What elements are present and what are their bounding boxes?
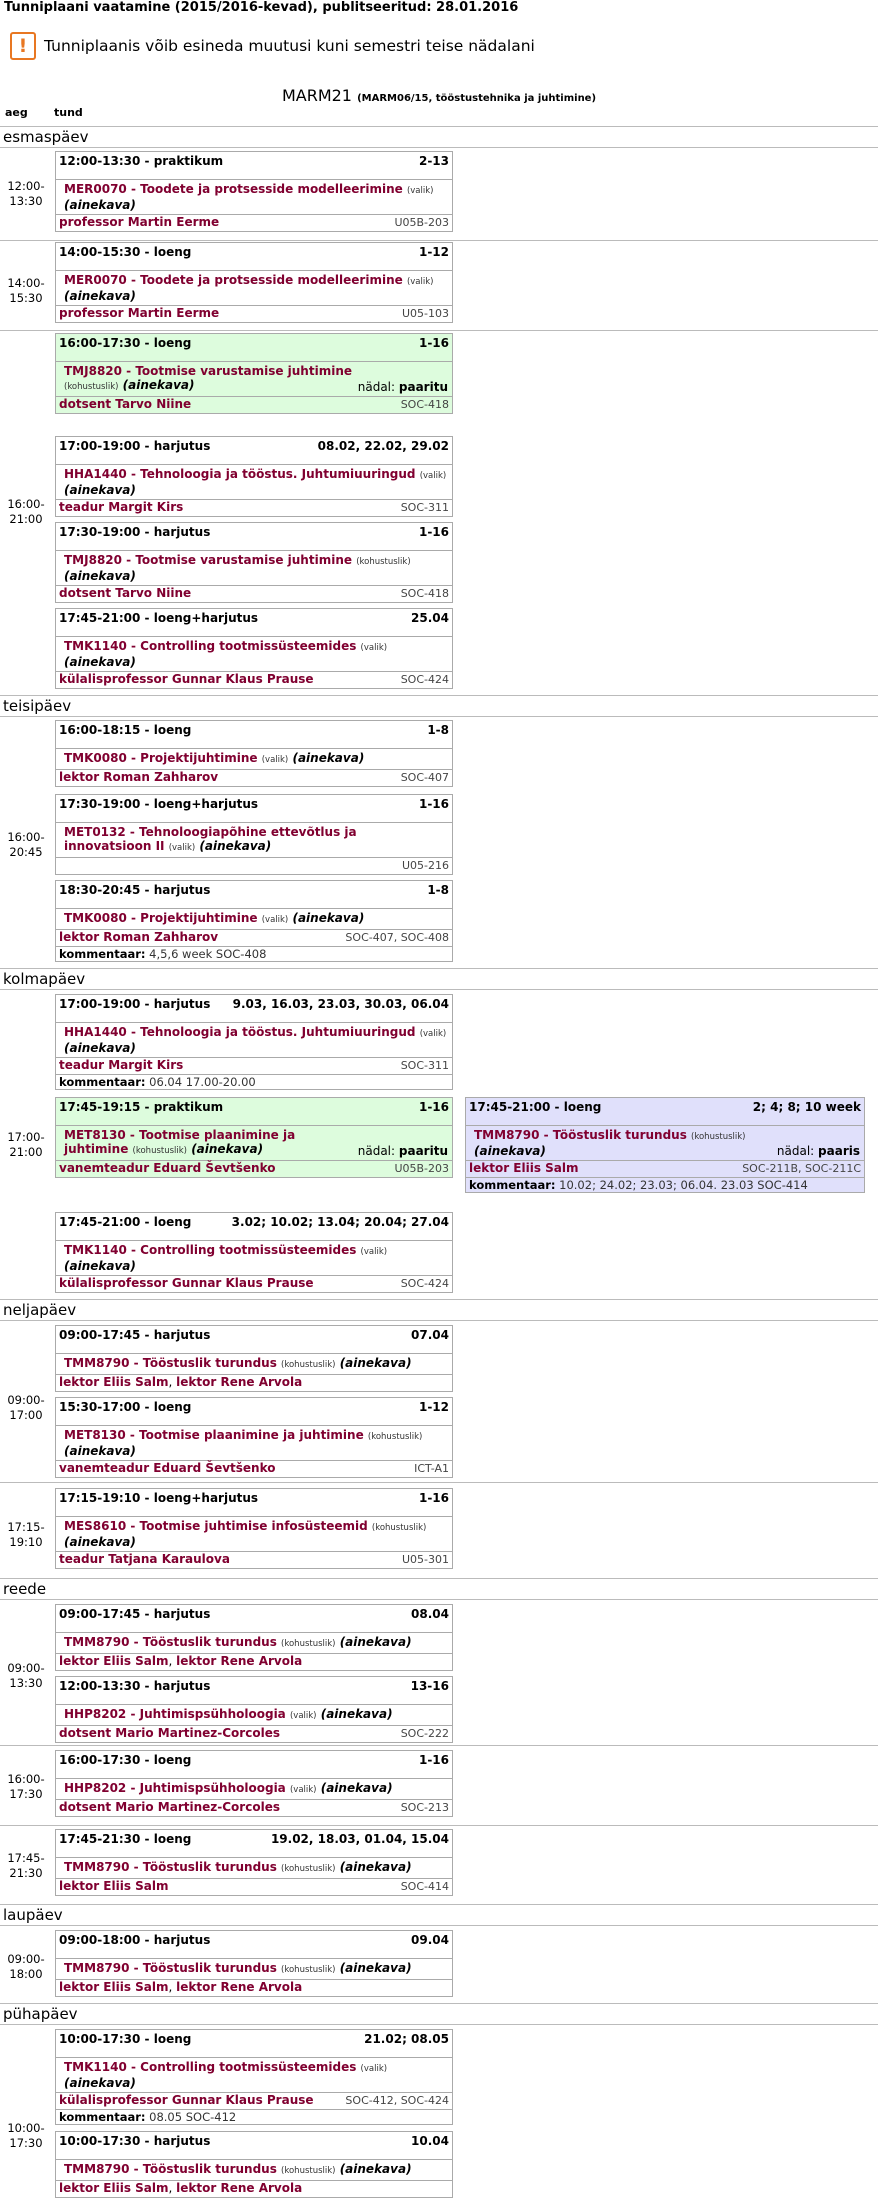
event-card[interactable]: 09:00-17:45 - harjutus 08.04 TMM8790 - Tööstuslik turundus (kohustuslik) (ainekava) lektor Eliis Salm, lektor Rene Arvola xyxy=(55,1604,453,1671)
lecturer-link[interactable]: lektor Rene Arvola xyxy=(176,1654,303,1668)
lecturer-link[interactable]: lektor Eliis Salm xyxy=(59,1980,169,1994)
ainekava-link[interactable]: (ainekava) xyxy=(64,483,136,497)
event-card[interactable]: 16:00-18:15 - loeng 1-8 TMK0080 - Projektijuhtimine (valik) (ainekava) lektor Roman Zahharov SOC-407 xyxy=(55,720,453,787)
lecturer-link[interactable]: lektor Eliis Salm xyxy=(59,1879,169,1893)
ainekava-link[interactable]: (ainekava) xyxy=(64,1259,136,1273)
room: SOC-407 xyxy=(400,771,449,784)
event-card[interactable]: 12:00-13:30 - harjutus 13-16 HHP8202 - Juhtimispsühholoogia (valik) (ainekava) dotsent Mario Martinez-Corcoles SOC-222 xyxy=(55,1676,453,1743)
event-card[interactable]: 14:00-15:30 - loeng 1-12 MER0070 - Toodete ja protsesside modelleerimine (valik) (ainekava) professor Martin Eerme U05-103 xyxy=(55,242,453,323)
time-slot: 16:00- 21:00 xyxy=(7,497,45,526)
lecturer-link[interactable]: külalisprofessor Gunnar Klaus Prause xyxy=(59,2093,314,2107)
room: SOC-211B, SOC-211C xyxy=(742,1162,861,1175)
lecturer-link[interactable]: lektor Eliis Salm xyxy=(59,2181,169,2195)
day-header: pühapäev xyxy=(0,2003,878,2025)
course-link[interactable]: MER0070 - Toodete ja protsesside modelleerimine xyxy=(64,273,403,287)
ainekava-link[interactable]: (ainekava) xyxy=(339,1356,412,1370)
time-slot: 09:00- 18:00 xyxy=(7,1952,45,1981)
ainekava-link[interactable]: (ainekava) xyxy=(64,1041,136,1055)
course-link[interactable]: MET8130 - Tootmise plaanimine ja juhtimine xyxy=(64,1128,296,1156)
room: ICT-A1 xyxy=(414,1462,449,1475)
time-slot: 16:00- 17:30 xyxy=(7,1772,45,1801)
event-card[interactable]: 17:45-21:00 - loeng 2; 4; 8; 10 week TMM8790 - Tööstuslik turundus (kohustuslik) (ainekava) nädal: paaris lektor Eliis Salm SOC-211B, SOC-211C kommentaar: 10.02; 24.02; 23.03; 06.04. 23.03 SOC-414 xyxy=(465,1097,865,1193)
course-link[interactable]: TMK1140 - Controlling tootmissüsteemides xyxy=(64,639,357,653)
lecturer-link[interactable]: teadur Tatjana Karaulova xyxy=(59,1552,230,1566)
day-header: reede xyxy=(0,1578,878,1600)
lecturer-link[interactable]: külalisprofessor Gunnar Klaus Prause xyxy=(59,672,314,686)
lecturer-link[interactable]: lektor Eliis Salm xyxy=(59,1375,169,1389)
ainekava-link[interactable]: (ainekava) xyxy=(64,1535,136,1549)
lecturer-link[interactable]: dotsent Mario Martinez-Corcoles xyxy=(59,1726,280,1740)
room: SOC-412, SOC-424 xyxy=(345,2094,449,2107)
course-link[interactable]: TMJ8820 - Tootmise varustamise juhtimine xyxy=(64,364,352,378)
ainekava-link[interactable]: (ainekava) xyxy=(339,1961,412,1975)
lecturer-link[interactable]: lektor Rene Arvola xyxy=(176,2181,303,2195)
comment: 06.04 17.00-20.00 xyxy=(149,1075,256,1089)
group-code: MARM21 xyxy=(281,86,352,105)
event-card[interactable]: 17:00-19:00 - harjutus 08.02, 22.02, 29.02 HHA1440 - Tehnoloogia ja tööstus. Juhtumiuuringud (valik) (ainekava) teadur Margit Kirs SOC-311 xyxy=(55,436,453,517)
course-link[interactable]: TMM8790 - Tööstuslik turundus xyxy=(64,2162,277,2176)
lecturer-link[interactable]: vanemteadur Eduard Ševtšenko xyxy=(59,1161,276,1175)
group-title xyxy=(0,86,878,105)
course-link[interactable]: MER0070 - Toodete ja protsesside modelleerimine xyxy=(64,182,403,196)
day-header: laupäev xyxy=(0,1904,878,1926)
room: SOC-222 xyxy=(400,1727,449,1740)
lecturer-link[interactable]: vanemteadur Eduard Ševtšenko xyxy=(59,1461,276,1475)
course-link[interactable]: MES8610 - Tootmise juhtimise infosüsteemid xyxy=(64,1519,368,1533)
lecturer-link[interactable]: teadur Margit Kirs xyxy=(59,500,184,514)
lecturer-link[interactable]: lektor Eliis Salm xyxy=(469,1161,579,1175)
time-slot: 09:00- 17:00 xyxy=(7,1393,45,1422)
room: U05-301 xyxy=(401,1553,449,1566)
lecturer-link[interactable]: dotsent Tarvo Niine xyxy=(59,397,192,411)
room: SOC-407, SOC-408 xyxy=(345,931,449,944)
col-tund: tund xyxy=(54,106,83,119)
time-slot: 10:00- 17:30 xyxy=(7,2121,45,2150)
event-card[interactable]: 09:00-18:00 - harjutus 09.04 TMM8790 - Tööstuslik turundus (kohustuslik) (ainekava) lektor Eliis Salm, lektor Rene Arvola xyxy=(55,1930,453,1997)
event-card[interactable]: 17:45-21:30 - loeng 19.02, 18.03, 01.04, 15.04 TMM8790 - Tööstuslik turundus (kohustuslik) (ainekava) lektor Eliis Salm SOC-414 xyxy=(55,1829,453,1896)
ainekava-link[interactable]: (ainekava) xyxy=(64,655,136,669)
course-link[interactable]: HHP8202 - Juhtimispsühholoogia xyxy=(64,1707,286,1721)
room: SOC-414 xyxy=(400,1880,449,1893)
event-card[interactable]: 09:00-17:45 - harjutus 07.04 TMM8790 - Tööstuslik turundus (kohustuslik) (ainekava) lektor Eliis Salm, lektor Rene Arvola xyxy=(55,1325,453,1392)
lecturer-link[interactable]: lektor Eliis Salm xyxy=(59,1654,169,1668)
room: U05B-203 xyxy=(394,216,449,229)
comment: 08.05 SOC-412 xyxy=(149,2110,237,2124)
time-slot: 17:15- 19:10 xyxy=(7,1520,45,1549)
event-card[interactable]: 12:00-13:30 - praktikum 2-13 MER0070 - Toodete ja protsesside modelleerimine (valik) (ainekava) professor Martin Eerme U05B-203 xyxy=(55,151,453,232)
ainekava-link[interactable]: (ainekava) xyxy=(320,1707,393,1721)
lecturer-link[interactable]: lektor Rene Arvola xyxy=(176,1375,303,1389)
event-card[interactable]: 15:30-17:00 - loeng 1-12 MET8130 - Tootmise plaanimine ja juhtimine (kohustuslik) (ainekava) vanemteadur Eduard Ševtšenko ICT-A1 xyxy=(55,1397,453,1478)
time-slot: 16:00- 20:45 xyxy=(7,830,45,859)
course-link[interactable]: HHA1440 - Tehnoloogia ja tööstus. Juhtumiuuringud xyxy=(64,467,416,481)
ainekava-link[interactable]: (ainekava) xyxy=(122,378,195,392)
room: U05-216 xyxy=(401,859,449,872)
course-link[interactable]: TMK0080 - Projektijuhtimine xyxy=(64,751,258,765)
warning-icon: ! xyxy=(10,32,36,60)
lecturer-link[interactable]: lektor Roman Zahharov xyxy=(59,930,219,944)
ainekava-link[interactable]: (ainekava) xyxy=(191,1142,264,1156)
event-card[interactable]: 17:45-21:00 - loeng+harjutus 25.04 TMK1140 - Controlling tootmissüsteemides (valik) (ainekava) külalisprofessor Gunnar Klaus Prause SOC-424 xyxy=(55,608,453,689)
event-card[interactable]: 17:30-19:00 - loeng+harjutus 1-16 MET0132 - Tehnoloogiapõhine ettevõtlus ja innovatsioon II (valik) (ainekava) U05-216 xyxy=(55,794,453,875)
event-card[interactable]: 17:00-19:00 - harjutus 9.03, 16.03, 23.03, 30.03, 06.04 HHA1440 - Tehnoloogia ja tööstus. Juhtumiuuringud (valik) (ainekava) teadur Margit Kirs SOC-311 kommentaar: 06.04 17.00-20.00 xyxy=(55,994,453,1090)
room: SOC-311 xyxy=(400,1059,449,1072)
ainekava-link[interactable]: (ainekava) xyxy=(64,289,136,303)
time-slot: 14:00- 15:30 xyxy=(7,276,45,305)
day-header: esmaspäev xyxy=(0,126,878,148)
course-link[interactable]: HHA1440 - Tehnoloogia ja tööstus. Juhtumiuuringud xyxy=(64,1025,416,1039)
course-link[interactable]: TMM8790 - Tööstuslik turundus xyxy=(474,1128,687,1142)
page-header: Tunniplaani vaatamine (2015/2016-kevad), publitseeritud: 28.01.2016 xyxy=(4,0,519,15)
ainekava-link[interactable]: (ainekava) xyxy=(64,569,136,583)
comment: 4,5,6 week SOC-408 xyxy=(149,947,267,961)
time-slot: 12:00- 13:30 xyxy=(7,179,45,208)
ainekava-link[interactable]: (ainekava) xyxy=(292,911,365,925)
lecturer-link[interactable]: lektor Rene Arvola xyxy=(176,1980,303,1994)
room: SOC-424 xyxy=(400,1277,449,1290)
ainekava-link[interactable]: (ainekava) xyxy=(199,839,272,853)
course-link[interactable]: MET0132 - Tehnoloogiapõhine ettevõtlus ja innovatsioon II xyxy=(64,825,357,853)
course-link[interactable]: TMK0080 - Projektijuhtimine xyxy=(64,911,258,925)
event-card[interactable]: 17:15-19:10 - loeng+harjutus 1-16 MES8610 - Tootmise juhtimise infosüsteemid (kohustuslik) (ainekava) teadur Tatjana Karaulova U05-301 xyxy=(55,1488,453,1569)
room: U05B-203 xyxy=(394,1162,449,1175)
course-link[interactable]: TMJ8820 - Tootmise varustamise juhtimine xyxy=(64,553,352,567)
lecturer-link[interactable]: teadur Margit Kirs xyxy=(59,1058,184,1072)
event-card[interactable]: 10:00-17:30 - harjutus 10.04 TMM8790 - Tööstuslik turundus (kohustuslik) (ainekava) lektor Eliis Salm, lektor Rene Arvola xyxy=(55,2131,453,2198)
warning-text: Tunniplaanis võib esineda muutusi kuni semestri teise nädalani xyxy=(44,37,535,55)
course-link[interactable]: TMM8790 - Tööstuslik turundus xyxy=(64,1356,277,1370)
time-slot: 17:45- 21:30 xyxy=(7,1851,45,1880)
ainekava-link[interactable]: (ainekava) xyxy=(339,1860,412,1874)
event-card[interactable]: 16:00-17:30 - loeng 1-16 TMJ8820 - Tootmise varustamise juhtimine (kohustuslik) (ainekava) nädal: paaritu dotsent Tarvo Niine SOC-418 xyxy=(55,333,453,414)
course-link[interactable]: TMK1140 - Controlling tootmissüsteemides xyxy=(64,1243,357,1257)
ainekava-link[interactable]: (ainekava) xyxy=(64,198,136,212)
course-link[interactable]: TMK1140 - Controlling tootmissüsteemides xyxy=(64,2060,357,2074)
room: SOC-418 xyxy=(400,587,449,600)
lecturer-link[interactable]: professor Martin Eerme xyxy=(59,306,220,320)
day-header: kolmapäev xyxy=(0,968,878,990)
course-link[interactable]: TMM8790 - Tööstuslik turundus xyxy=(64,1860,277,1874)
lecturer-link[interactable]: lektor Roman Zahharov xyxy=(59,770,219,784)
room: U05-103 xyxy=(401,307,449,320)
course-link[interactable]: TMM8790 - Tööstuslik turundus xyxy=(64,1961,277,1975)
lecturer-link[interactable]: külalisprofessor Gunnar Klaus Prause xyxy=(59,1276,314,1290)
ainekava-link[interactable]: (ainekava) xyxy=(339,1635,412,1649)
ainekava-link[interactable]: (ainekava) xyxy=(64,2076,136,2090)
group-desc: (MARM06/15, tööstustehnika ja juhtimine) xyxy=(357,93,597,104)
ainekava-link[interactable]: (ainekava) xyxy=(320,1781,393,1795)
ainekava-link[interactable]: (ainekava) xyxy=(474,1144,546,1158)
lecturer-link[interactable]: dotsent Tarvo Niine xyxy=(59,586,192,600)
col-aeg: aeg xyxy=(5,106,28,119)
day-header: teisipäev xyxy=(0,695,878,717)
day-header: neljapäev xyxy=(0,1299,878,1321)
time-slot: 17:00- 21:00 xyxy=(7,1130,45,1159)
ainekava-link[interactable]: (ainekava) xyxy=(64,1444,136,1458)
event-card[interactable]: 17:45-19:15 - praktikum 1-16 MET8130 - Tootmise plaanimine ja juhtimine (kohustuslik) (ainekava) nädal: paaritu vanemteadur Eduard Ševtšenko U05B-203 xyxy=(55,1097,453,1178)
ainekava-link[interactable]: (ainekava) xyxy=(292,751,365,765)
event-card[interactable]: 10:00-17:30 - loeng 21.02; 08.05 TMK1140 - Controlling tootmissüsteemides (valik) (ainekava) külalisprofessor Gunnar Klaus Prause SOC-412, SOC-424 kommentaar: 08.05 SOC-412 xyxy=(55,2029,453,2125)
event-card[interactable]: 18:30-20:45 - harjutus 1-8 TMK0080 - Projektijuhtimine (valik) (ainekava) lektor Roman Zahharov SOC-407, SOC-408 kommentaar: 4,5,6 week SOC-408 xyxy=(55,880,453,962)
room: SOC-311 xyxy=(400,501,449,514)
event-card[interactable]: 17:30-19:00 - harjutus 1-16 TMJ8820 - Tootmise varustamise juhtimine (kohustuslik) (ainekava) dotsent Tarvo Niine SOC-418 xyxy=(55,522,453,603)
lecturer-link[interactable]: professor Martin Eerme xyxy=(59,215,220,229)
event-card[interactable]: 16:00-17:30 - loeng 1-16 HHP8202 - Juhtimispsühholoogia (valik) (ainekava) dotsent Mario Martinez-Corcoles SOC-213 xyxy=(55,1750,453,1817)
room: SOC-213 xyxy=(400,1801,449,1814)
course-link[interactable]: HHP8202 - Juhtimispsühholoogia xyxy=(64,1781,286,1795)
warning-banner xyxy=(10,32,535,60)
ainekava-link[interactable]: (ainekava) xyxy=(339,2162,412,2176)
comment: 10.02; 24.02; 23.03; 06.04. 23.03 SOC-414 xyxy=(559,1178,808,1192)
lecturer-link[interactable]: dotsent Mario Martinez-Corcoles xyxy=(59,1800,280,1814)
room: SOC-424 xyxy=(400,673,449,686)
course-link[interactable]: MET8130 - Tootmise plaanimine ja juhtimine xyxy=(64,1428,364,1442)
time-slot: 09:00- 13:30 xyxy=(7,1661,45,1690)
course-link[interactable]: TMM8790 - Tööstuslik turundus xyxy=(64,1635,277,1649)
event-card[interactable]: 17:45-21:00 - loeng 3.02; 10.02; 13.04; 20.04; 27.04 TMK1140 - Controlling tootmissüsteemides (valik) (ainekava) külalisprofessor Gunnar Klaus Prause SOC-424 xyxy=(55,1212,453,1293)
room: SOC-418 xyxy=(400,398,449,411)
